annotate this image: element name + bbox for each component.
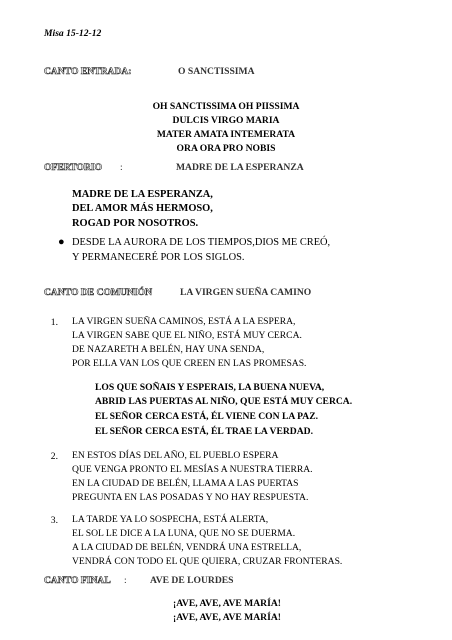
bullet-icon: ● [58,236,65,248]
section-label-ofertorio: OFERTORIO [44,162,103,173]
lyric-line: DE NAZARETH A BELÉN, HAY UNA SENDA, [72,344,265,355]
lyric-line: PREGUNTA EN LAS POSADAS Y NO HAY RESPUESTA. [72,492,309,503]
lyric-line: ORA ORA PRO NOBIS [176,143,276,154]
lyric-line: OH SANCTISSIMA OH PIISSIMA [152,101,300,112]
separator: : [124,575,127,586]
lyric-line: LA TARDE YA LO SOSPECHA, ESTÁ ALERTA, [72,514,269,525]
lyric-line: Y PERMANECERÉ POR LOS SIGLOS. [72,252,245,263]
lyric-line: ROGAD POR NOSOTROS. [72,218,199,229]
song-title-comunion: LA VIRGEN SUEÑA CAMINO [180,287,312,298]
lyric-line: VENDRÁ CON TODO EL QUE QUIERA, CRUZAR FRONTERAS. [72,556,343,567]
lyric-line: EN ESTOS DÍAS DEL AÑO, EL PUEBLO ESPERA [72,450,279,461]
lyric-line: LA VIRGEN SUEÑA CAMINOS, ESTÁ A LA ESPERA, [72,316,296,327]
section-label-comunion: CANTO DE COMUNIÓN [44,287,153,298]
lyric-line: MADRE DE LA ESPERANZA, [72,189,213,200]
lyric-line: QUE VENGA PRONTO EL MESÍAS A NUESTRA TIERRA. [72,464,313,475]
page-title: Misa 15-12-12 [44,28,102,39]
section-label-final: CANTO FINAL [44,575,111,586]
lyric-line: DEL AMOR MÁS HERMOSO, [72,203,213,214]
lyric-line: DESDE LA AURORA DE LOS TIEMPOS,DIOS ME CREÓ, [72,237,331,248]
chorus-line: EL SEÑOR CERCA ESTÁ, ÉL VIENE CON LA PAZ. [95,411,319,422]
chorus-line: LOS QUE SOÑAIS Y ESPERAIS, LA BUENA NUEVA, [95,382,325,393]
lyric-line: LA VIRGEN SABE QUE EL NIÑO, ESTÁ MUY CERCA. [72,330,302,341]
lyric-line: ¡AVE, AVE, AVE MARÍA! [173,598,281,609]
verse-number: 2. [50,451,58,462]
section-label-entrada: CANTO ENTRADA: [44,66,132,77]
lyric-line: EN LA CIUDAD DE BELÉN, LLAMA A LAS PUERTAS [72,478,299,489]
verse-number: 3. [50,515,58,526]
lyric-line: ¡AVE, AVE, AVE MARÍA! [173,612,281,623]
song-title-entrada: O SANCTISSIMA [178,66,255,77]
separator: : [120,162,123,173]
lyric-line: A LA CIUDAD DE BELÉN, VENDRÁ UNA ESTRELLA, [72,542,302,553]
lyric-line: MATER AMATA INTEMERATA [156,129,296,140]
verse-number: 1. [50,317,58,328]
song-title-ofertorio: MADRE DE LA ESPERANZA [176,162,304,173]
song-title-final: AVE DE LOURDES [150,575,234,586]
chorus-line: EL SEÑOR CERCA ESTÁ, ÉL TRAE LA VERDAD. [95,426,313,437]
chorus-line: ABRID LAS PUERTAS AL NIÑO, QUE ESTÁ MUY CERCA. [95,396,353,407]
lyric-line: POR ELLA VAN LOS QUE CREEN EN LAS PROMESAS. [72,358,307,369]
lyric-line: DULCIS VIRGO MARIA [172,115,280,126]
lyric-line: EL SOL LE DICE A LA LUNA, QUE NO SE DUERMA. [72,528,296,539]
